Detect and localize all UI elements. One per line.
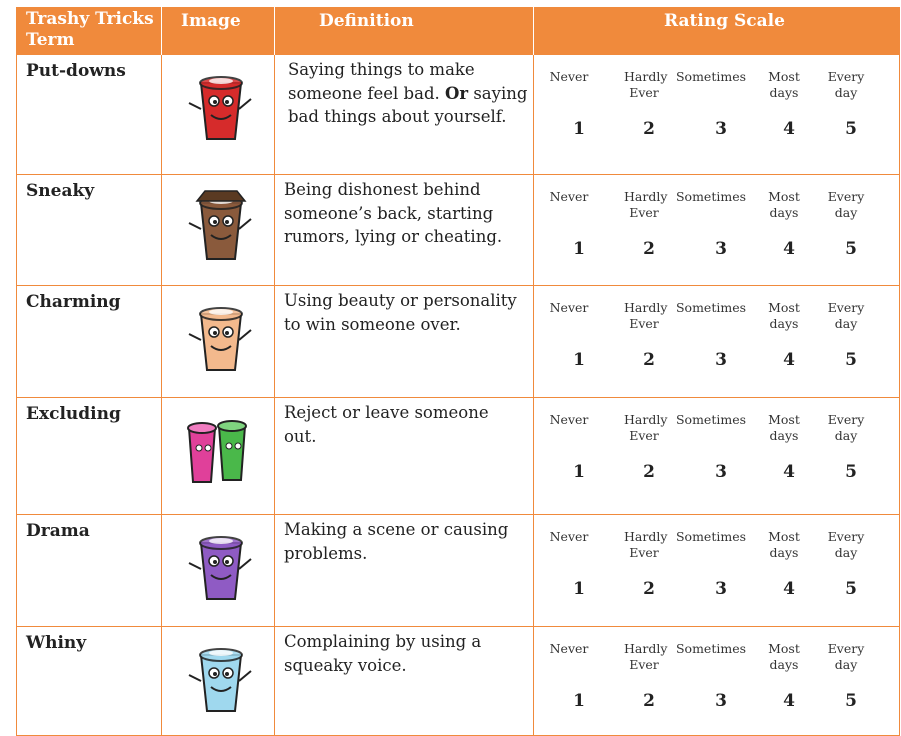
rating-option-4[interactable]: 4 <box>783 350 795 370</box>
term-label: Drama <box>26 521 90 541</box>
rating-label: Never <box>549 641 589 656</box>
peach-trash-can-icon <box>181 300 261 379</box>
rating-label: Most days <box>768 189 800 220</box>
purple-trash-can-icon <box>181 529 261 608</box>
table-row <box>16 515 900 627</box>
term-label: Put-downs <box>26 61 126 81</box>
term-label: Excluding <box>26 404 121 424</box>
rating-scale <box>534 515 900 627</box>
rating-label: Most days <box>768 69 800 100</box>
rating-label: Sometimes <box>675 412 747 427</box>
definition-bold: Or <box>445 83 469 103</box>
definition-text <box>284 630 524 677</box>
header-definition: Definition <box>319 11 414 31</box>
rating-label: Hardly Ever <box>624 69 668 100</box>
rating-scale <box>534 175 900 286</box>
rating-option-4[interactable]: 4 <box>783 691 795 711</box>
definition-part: Making a scene or causing problems. <box>284 520 509 563</box>
definition-text <box>284 401 524 448</box>
rating-label: Every day <box>827 412 865 443</box>
pink-green-trash-cans-icon <box>181 412 261 491</box>
rating-label: Never <box>549 189 589 204</box>
rating-label: Sometimes <box>675 69 747 84</box>
rating-option-3[interactable]: 3 <box>715 691 727 711</box>
rating-option-3[interactable]: 3 <box>715 579 727 599</box>
definition-part: Using beauty or personality to win someone over. <box>284 291 517 334</box>
definition-text <box>284 289 524 336</box>
rating-option-1[interactable]: 1 <box>573 350 585 370</box>
header-image: Image <box>181 11 241 31</box>
definition-text <box>284 518 524 565</box>
term-label: Whiny <box>26 633 87 653</box>
rating-option-2[interactable]: 2 <box>643 579 655 599</box>
blue-cup-icon <box>181 641 261 720</box>
rating-scale <box>534 286 900 398</box>
rating-label: Most days <box>768 300 800 331</box>
definition-part: Complaining by using a squeaky voice. <box>284 632 482 675</box>
rating-option-3[interactable]: 3 <box>715 462 727 482</box>
red-trash-can-icon <box>181 69 261 148</box>
table-row <box>16 398 900 515</box>
definition-part: Reject or leave someone out. <box>284 403 489 446</box>
rating-option-5[interactable]: 5 <box>845 119 857 139</box>
rating-option-1[interactable]: 1 <box>573 239 585 259</box>
rating-label: Hardly Ever <box>624 412 668 443</box>
rating-label: Sometimes <box>675 529 747 544</box>
trashy-tricks-table <box>16 7 900 736</box>
rating-option-1[interactable]: 1 <box>573 462 585 482</box>
rating-option-3[interactable]: 3 <box>715 350 727 370</box>
rating-option-5[interactable]: 5 <box>845 691 857 711</box>
rating-label: Never <box>549 412 589 427</box>
rating-option-4[interactable]: 4 <box>783 119 795 139</box>
rating-scale <box>534 398 900 515</box>
brown-trash-can-icon <box>181 189 261 268</box>
rating-label: Every day <box>827 189 865 220</box>
table-row <box>16 55 900 175</box>
rating-option-2[interactable]: 2 <box>643 239 655 259</box>
table-row <box>16 286 900 398</box>
definition-text <box>284 178 524 249</box>
table-header <box>16 7 900 55</box>
rating-label: Sometimes <box>675 641 747 656</box>
rating-label: Hardly Ever <box>624 300 668 331</box>
rating-label: Never <box>549 529 589 544</box>
rating-option-3[interactable]: 3 <box>715 239 727 259</box>
rating-option-2[interactable]: 2 <box>643 119 655 139</box>
rating-label: Most days <box>768 641 800 672</box>
rating-option-4[interactable]: 4 <box>783 239 795 259</box>
rating-label: Hardly Ever <box>624 641 668 672</box>
rating-label: Never <box>549 300 589 315</box>
rating-label: Most days <box>768 412 800 443</box>
table-row <box>16 627 900 736</box>
header-term: Trashy Tricks Term <box>26 9 154 50</box>
rating-label: Most days <box>768 529 800 560</box>
rating-label: Hardly Ever <box>624 189 668 220</box>
rating-label: Every day <box>827 529 865 560</box>
rating-scale <box>534 627 900 736</box>
definition-part: Being dishonest behind someone’s back, starting rumors, lying or cheating. <box>284 180 503 246</box>
rating-option-2[interactable]: 2 <box>643 691 655 711</box>
rating-option-3[interactable]: 3 <box>715 119 727 139</box>
rating-option-1[interactable]: 1 <box>573 119 585 139</box>
rating-label: Every day <box>827 641 865 672</box>
rating-option-5[interactable]: 5 <box>845 462 857 482</box>
rating-option-2[interactable]: 2 <box>643 462 655 482</box>
rating-option-1[interactable]: 1 <box>573 579 585 599</box>
definition-text <box>284 58 528 129</box>
term-label: Sneaky <box>26 181 95 201</box>
header-rating-scale: Rating Scale <box>664 11 785 31</box>
definition-part: saying bad things about yourself. <box>288 83 528 126</box>
rating-option-5[interactable]: 5 <box>845 239 857 259</box>
rating-scale <box>534 55 900 175</box>
term-label: Charming <box>26 292 121 312</box>
rating-option-4[interactable]: 4 <box>783 462 795 482</box>
rating-label: Hardly Ever <box>624 529 668 560</box>
rating-label: Never <box>549 69 589 84</box>
rating-label: Every day <box>827 69 865 100</box>
rating-label: Sometimes <box>675 189 747 204</box>
definition-part: Saying things to make someone feel bad. <box>288 60 475 103</box>
table-row <box>16 175 900 286</box>
rating-option-4[interactable]: 4 <box>783 579 795 599</box>
rating-option-1[interactable]: 1 <box>573 691 585 711</box>
rating-option-5[interactable]: 5 <box>845 350 857 370</box>
rating-option-2[interactable]: 2 <box>643 350 655 370</box>
rating-label: Every day <box>827 300 865 331</box>
rating-label: Sometimes <box>675 300 747 315</box>
rating-option-5[interactable]: 5 <box>845 579 857 599</box>
